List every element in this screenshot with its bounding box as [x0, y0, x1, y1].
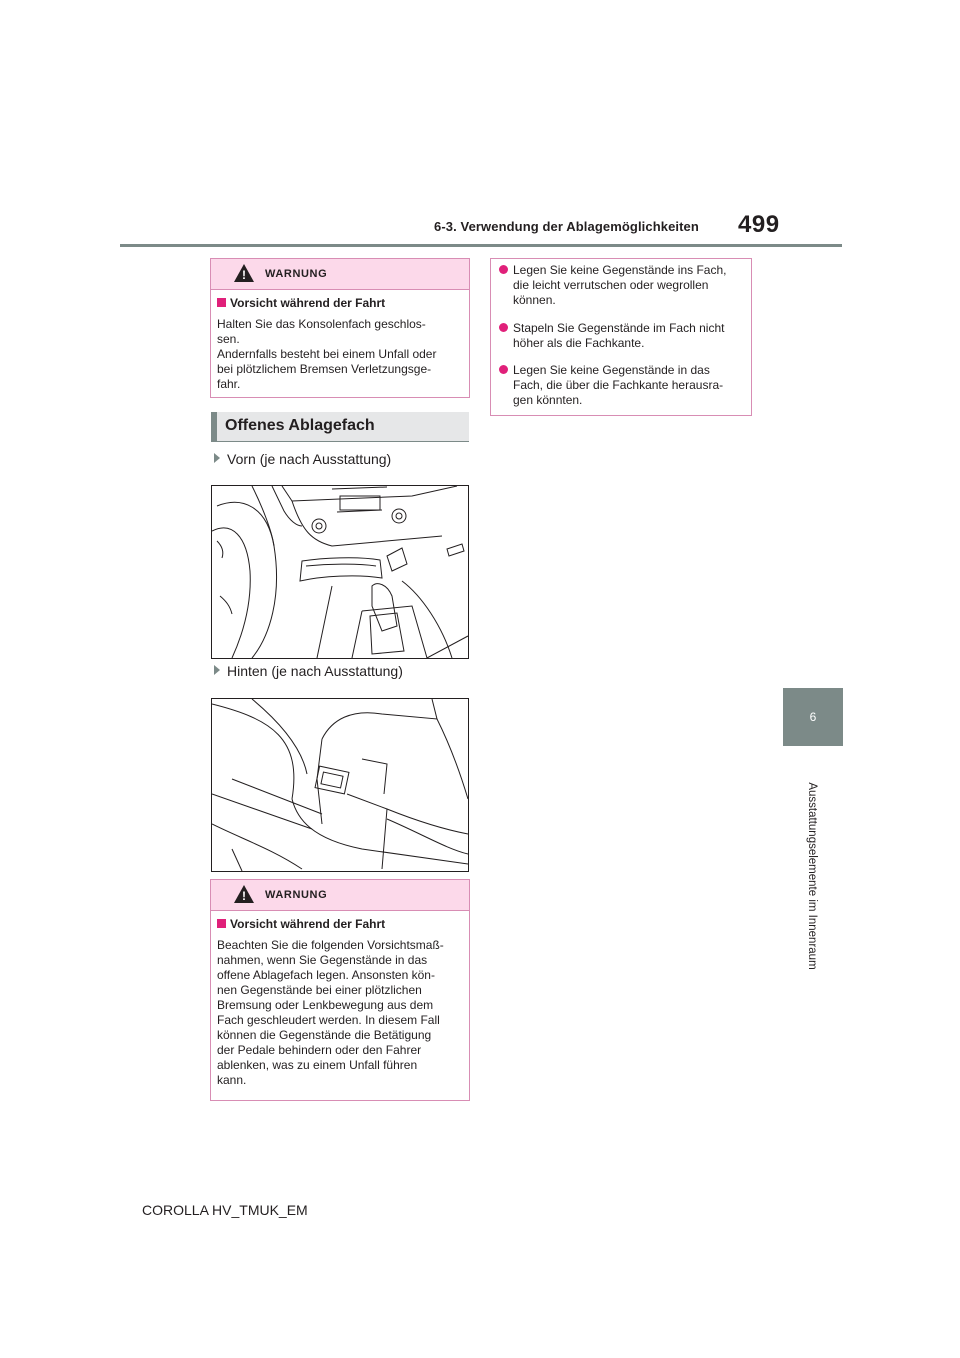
round-bullet-icon: [499, 365, 508, 374]
warning-text-line: fahr.: [217, 377, 241, 391]
chapter-number-tab: 6: [783, 688, 843, 746]
warning-text-line: nen Gegenstände bei einer plötzlichen: [217, 983, 422, 997]
warning-subtitle: Vorsicht während der Fahrt: [217, 296, 461, 311]
round-bullet-icon: [499, 265, 508, 274]
round-bullet-icon: [499, 323, 508, 332]
warning-text-line: ablenken, was zu einem Unfall führen: [217, 1058, 418, 1072]
warning-text-line: Halten Sie das Konsolenfach geschlos-: [217, 317, 426, 331]
list-item: Legen Sie keine Gegenstände ins Fach, die leicht verrutschen oder wegrollen können.: [499, 263, 513, 278]
figure-caption-rear: Hinten (je nach Ausstattung): [214, 663, 403, 679]
illustration-front-tray: [211, 485, 469, 659]
warning-text-line: nahmen, wenn Sie Gegenstände in das: [217, 953, 428, 967]
section-heading-text: Offenes Ablagefach: [225, 417, 375, 434]
warning-text-line: bei plötzlichem Bremsen Verletzungsge-: [217, 362, 432, 376]
warning-label: WARNUNG: [265, 268, 328, 280]
warning-box-console: [210, 258, 470, 398]
warning-text-line: Bremsung oder Lenkbewegung aus dem: [217, 998, 434, 1012]
warning-text-line: der Pedale behindern oder den Fahrer: [217, 1043, 422, 1057]
triangle-arrow-icon: [214, 665, 220, 675]
chapter-title-label: Ausstattungselemente im Innenraum: [806, 782, 818, 970]
warning-box-open-tray: [210, 879, 470, 1101]
chapter-side-title: [784, 756, 840, 996]
warning-text-line: Andernfalls besteht bei einem Unfall oder: [217, 347, 437, 361]
rear-console-drawing: [212, 699, 468, 871]
list-item: Legen Sie keine Gegenstände in das Fach, die über die Fachkante herausra- gen könnten.: [499, 363, 513, 378]
illustration-rear-tray: [211, 698, 469, 872]
warning-text-line: kann.: [217, 1073, 247, 1087]
warning-box-continued: [490, 258, 752, 416]
footer-model-code: COROLLA HV_TMUK_EM: [142, 1202, 308, 1218]
section-heading: [211, 412, 469, 442]
warning-text-line: können die Gegenstände die Betätigung: [217, 1028, 432, 1042]
warning-subtitle: Vorsicht während der Fahrt: [217, 917, 461, 932]
warning-header: [211, 259, 469, 290]
header-divider: [120, 244, 842, 247]
warning-text-line: Beachten Sie die folgenden Vorsichtsmaß-: [217, 938, 444, 952]
figure-caption-front: Vorn (je nach Ausstattung): [214, 451, 391, 467]
list-item: Stapeln Sie Gegenstände im Fach nicht höher als die Fachkante.: [499, 321, 513, 336]
square-bullet-icon: [217, 298, 226, 307]
warning-text-line: offene Ablagefach legen. Ansonsten kön-: [217, 968, 435, 982]
warning-header: [211, 880, 469, 911]
warning-label: WARNUNG: [265, 889, 328, 901]
warning-text-line: sen.: [217, 332, 240, 346]
triangle-arrow-icon: [214, 453, 220, 463]
dashboard-console-drawing: [212, 486, 468, 658]
square-bullet-icon: [217, 919, 226, 928]
section-header-title: 6-3. Verwendung der Ablagemöglichkeiten: [434, 219, 699, 234]
warning-body: [211, 911, 469, 1088]
warning-triangle-icon: [234, 264, 254, 282]
warning-body: [211, 290, 469, 392]
page-number: 499: [738, 211, 780, 238]
warning-text-line: Fach geschleudert werden. In diesem Fall: [217, 1013, 440, 1027]
warning-triangle-icon: [234, 885, 254, 903]
